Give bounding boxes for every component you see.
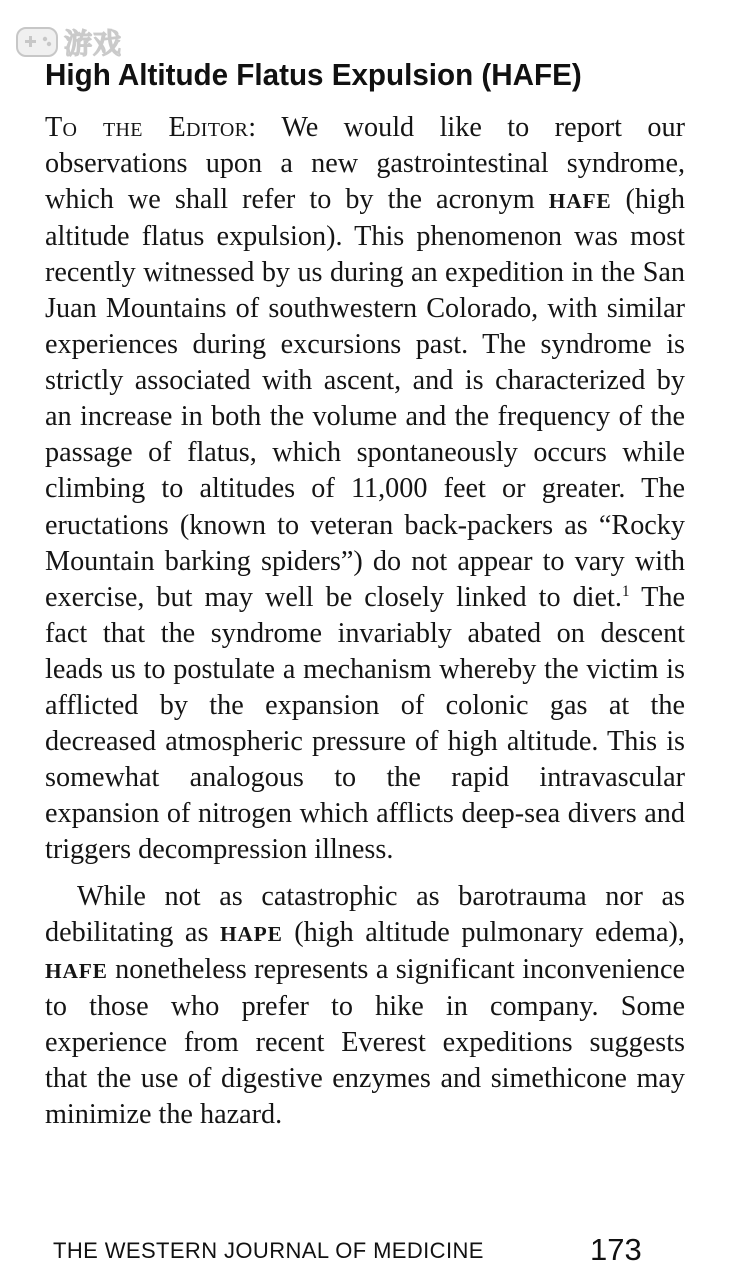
paragraph-1	[45, 110, 685, 868]
paragraph-2-text-b: (high altitude pulmonary edema),	[282, 917, 685, 949]
watermark-text: 游戏	[64, 27, 123, 60]
paragraph-2-text-c: nonetheless represents a significant inconvenience to those who prefer to hike in company. Some experience from recent Everest expeditions suggests that the use of digestive enzymes and simethicone may minimize the hazard.	[45, 954, 685, 1131]
paragraph-2	[45, 879, 685, 1133]
paragraph-1-text-c: The fact that the syndrome invariably abated on descent leads us to postulate a mechanism whereby the victim is afflicted by the expansion of colonic gas at the decreased atmospheric pressure of high altitude. This is somewhat analogous to the rapid intravascular expansion of nitrogen which afflicts deep-sea divers and triggers decompression illness.	[45, 581, 685, 865]
acronym-hafe-2: HAFE	[45, 959, 108, 984]
salutation: To the Editor:	[45, 112, 257, 143]
page-footer	[53, 1232, 653, 1272]
journal-name: THE WESTERN JOURNAL OF MEDICINE	[53, 1238, 484, 1263]
paragraph-1-text-b: (high altitude flatus expulsion). This phenomenon was most recently witnessed by us during an expedition in the San Juan Mountains of southwestern Colorado, with similar experiences during excursions past. The syndrome is strictly associated with ascent, and is characterized by an increase in both the volume and the frequency of the passage of flatus, which spontaneously occurs while climbing to altitudes of 11,000 feet or greater. The eructations (known to veteran back-packers as “Rocky Mountain barking spiders”) do not appear to vary with exercise, but may well be closely linked to diet.	[45, 184, 686, 613]
footnote-ref: 1	[621, 582, 630, 600]
article-body	[45, 110, 685, 1133]
acronym-hafe: HAFE	[548, 189, 612, 214]
acronym-hape: HAPE	[219, 922, 283, 947]
paragraph-2-text-a: While not as catastrophic as barotrauma nor as debilitating as	[45, 880, 685, 949]
page-number: 173	[590, 1232, 642, 1267]
paragraph-1-text-a: We would like to report our observations upon a new gastrointestinal syndrome, which we shall refer to by the acronym	[45, 112, 686, 216]
article-title: High Altitude Flatus Expulsion (HAFE)	[45, 57, 582, 92]
